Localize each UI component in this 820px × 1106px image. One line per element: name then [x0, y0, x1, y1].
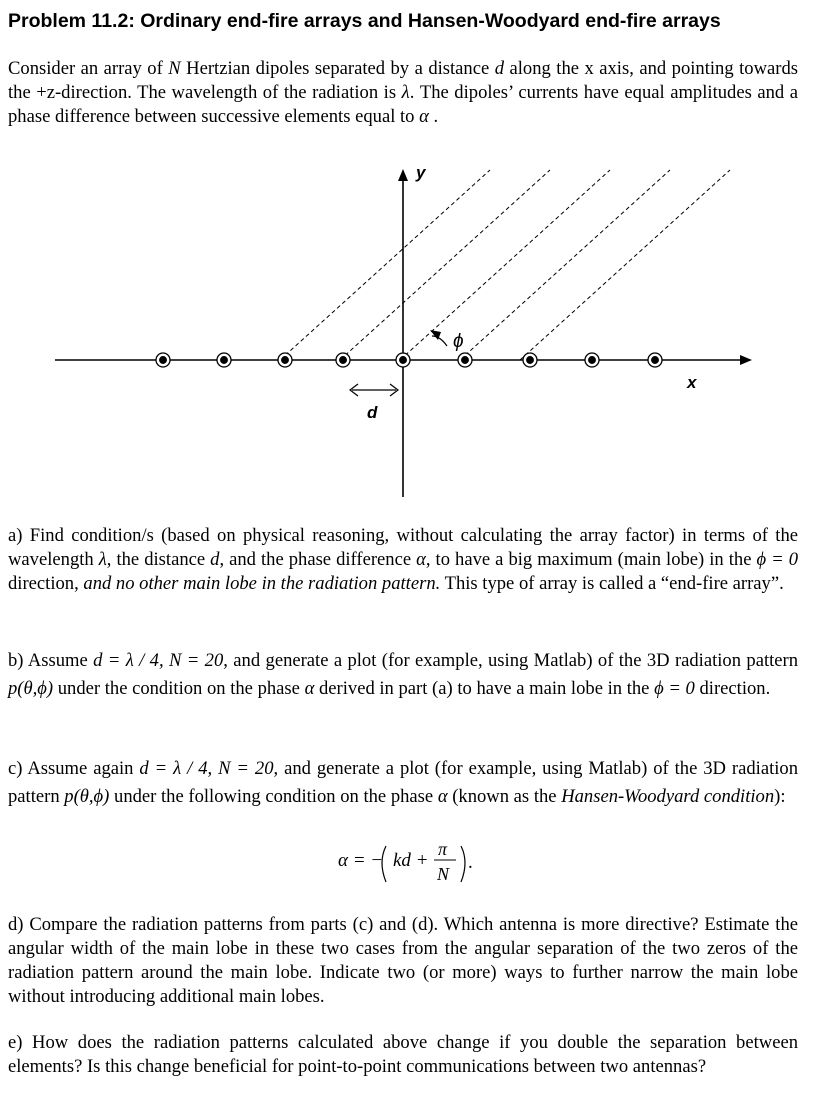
formula-end: . — [468, 852, 473, 873]
intro-paragraph: Consider an array of N Hertzian dipoles separated by a distance d along the x axis, and pointing towards the +z-direction. The wavelength of the radiation is λ. The dipoles’ currents have equal amplitudes and a phase difference between successive elements equal to α . — [8, 58, 798, 127]
formula-kd: kd + — [393, 850, 429, 871]
spacing-arrow — [350, 384, 398, 396]
part-e: e) How does the radiation patterns calculated above change if you double the separation between elements? Is this change beneficial for point-to-point communications between two antennas? — [8, 1032, 798, 1077]
part-b: b) Assume d = λ / 4, N = 20, and generate a plot (for example, using Matlab) of the 3D radiation pattern p(θ,ϕ) under the condition on the phase α derived in part (a) to have a main lobe in the ϕ = 0 direction. — [8, 650, 799, 699]
angle-label: ϕ — [453, 331, 464, 352]
y-axis — [398, 169, 408, 497]
part-c: c) Assume again d = λ / 4, N = 20, and generate a plot (for example, using Matlab) of the 3D radiation pattern p(θ,ϕ) under the following condition on the phase α (known as the Hansen-Woodyard condition): — [8, 758, 799, 807]
formula-denominator: N — [437, 864, 450, 884]
hansen-woodyard-formula — [338, 838, 498, 896]
y-axis-label: y — [416, 163, 426, 182]
formula-numerator: π — [438, 839, 448, 859]
problem-title: Problem 11.2: Ordinary end-fire arrays and Hansen-Woodyard end-fire arrays — [8, 10, 721, 32]
formula-lhs: α = − — [338, 850, 384, 871]
angle-arrow — [430, 330, 447, 346]
wavefront-lines — [280, 170, 730, 360]
part-a: a) Find condition/s (based on physical reasoning, without calculating the array factor) in terms of the wavelength λ, the distance d, and the phase difference α, to have a big maximum (main lobe) in the ϕ = 0 direction, and no other main lobe in the radiation pattern. This type of array is called a “end-fire array”. — [8, 525, 798, 594]
array-diagram — [0, 150, 820, 500]
part-d: d) Compare the radiation patterns from parts (c) and (d). Which antenna is more directive? Estimate the angular width of the main lobe in these two cases from the angular separation of the two zeros of the radiation pattern around the main lobe. Indicate two (or more) ways to further narrow the main lobe without introducing additional main lobes. — [8, 914, 798, 1007]
x-axis-label: x — [687, 373, 697, 392]
spacing-label: d — [367, 403, 378, 422]
